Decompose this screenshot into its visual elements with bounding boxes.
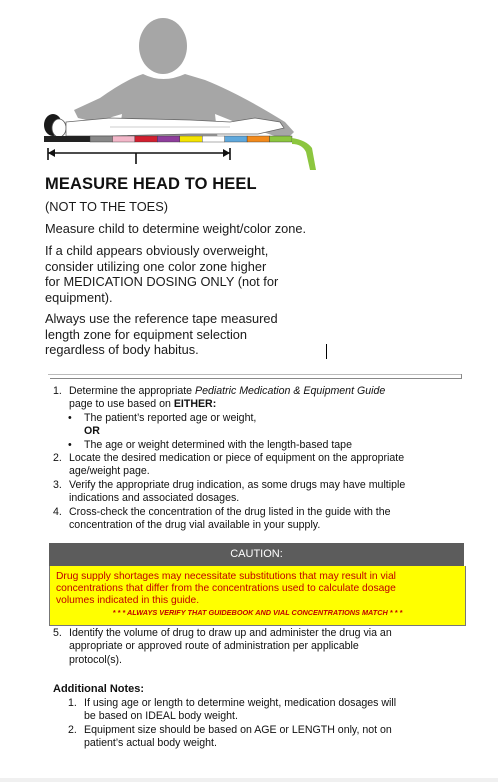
text-line: Equipment size should be based on AGE or LENGTH only, not on (84, 723, 392, 736)
text-line: patient’s actual body weight. (84, 737, 217, 750)
bullet-icon: • (68, 411, 72, 424)
tape-bent-end (292, 138, 316, 170)
step-5 (53, 627, 469, 667)
note-number: 1. (68, 697, 77, 709)
step-1 (53, 385, 473, 412)
measure-bracket (48, 148, 230, 164)
caution-box (49, 566, 466, 626)
tape-color-zone (202, 136, 224, 142)
caution-text: Drug supply shortages may necessitate substitutions that may result in vial (56, 571, 396, 582)
tape-color-zone (112, 136, 134, 142)
step-number: 1. (53, 385, 62, 397)
text-line: If using age or length to determine weight, medication dosages will (84, 697, 397, 709)
notes-list (68, 697, 448, 751)
caution-header: CAUTION: (49, 543, 464, 566)
tape-color-zone (135, 136, 157, 142)
step-4 (53, 506, 473, 533)
text-line (69, 385, 473, 398)
text-span: page to use based on (69, 398, 174, 411)
text-line: be based on IDEAL body weight. (84, 710, 238, 723)
intro-paragraph-3 (45, 311, 278, 358)
text-line: Locate the desired medication or piece of equipment on the appropriate (69, 452, 405, 465)
measurement-illustration (40, 14, 320, 176)
divider (50, 378, 462, 379)
tape-color-zone (157, 136, 179, 142)
text-line: Identify the volume of drug to draw up and administer the drug via an (69, 627, 392, 639)
text-line: Cross-check the concentration of the drug listed in the guide with the (69, 505, 391, 518)
text-line (69, 398, 473, 411)
text-line: Always use the reference tape measured (45, 311, 278, 326)
step-2 (53, 452, 473, 479)
divider-end (461, 374, 462, 379)
tape-color-zone (225, 136, 247, 142)
text-line: for MEDICATION DOSING ONLY (not for (45, 274, 279, 290)
notes-title: Additional Notes: (53, 683, 145, 695)
text-line: length zone for equipment selection (45, 326, 248, 342)
step-number: 3. (53, 478, 62, 491)
page-title: MEASURE HEAD TO HEEL (45, 175, 257, 193)
text-cursor (326, 344, 327, 359)
text-line: consider utilizing one color zone higher (45, 258, 267, 274)
text-line: concentration of the drug vial available in your supply. (69, 519, 321, 532)
tape-head-end (44, 136, 90, 142)
text-line: protocol(s). (69, 653, 122, 666)
step-number: 2. (53, 452, 62, 465)
step-number: 5. (53, 627, 62, 639)
intro-paragraph-1: Measure child to determine weight/color zone. (45, 221, 307, 236)
bullet-icon: • (68, 438, 72, 451)
tape-color-zone (180, 136, 202, 142)
text-line: appropriate or approved route of administration per applicable (69, 640, 359, 653)
step-number: 4. (53, 505, 62, 518)
text-line: age/weight page. (69, 465, 150, 478)
text-line: equipment). (45, 289, 113, 305)
text-line: If a child appears obviously overweight, (45, 243, 269, 258)
verify-warning: * * * ALWAYS VERIFY THAT GUIDEBOOK AND VIAL CONCENTRATIONS MATCH * * * (112, 607, 403, 617)
text-span: Determine the appropriate (69, 385, 196, 397)
bullet-text: The patient’s reported age or weight, (84, 411, 257, 424)
note-number: 2. (68, 723, 77, 736)
text-line: indications and associated dosages. (69, 492, 240, 505)
caution-text: concentrations that differ from the concentrations used to calculate dosage (56, 583, 396, 595)
text-line: regardless of body habitus. (45, 342, 199, 358)
text-line: Verify the appropriate drug indication, as some drugs may have multiple (69, 478, 406, 491)
length-tape (90, 136, 292, 142)
step-3 (53, 479, 473, 506)
tape-color-zone (247, 136, 269, 142)
tape-color-zone (90, 136, 112, 142)
bullet-item (53, 412, 473, 425)
bullet-text: The age or weight determined with the length-based tape (84, 438, 352, 451)
instruction-steps (53, 385, 473, 532)
note-item (68, 697, 448, 724)
bullet-item (53, 439, 473, 452)
or-label: OR (84, 425, 100, 438)
guide-name: Pediatric Medication & Equipment Guide (195, 385, 386, 397)
subtitle: (NOT TO THE TOES) (45, 199, 169, 214)
divider (48, 374, 462, 375)
tape-color-zone (270, 136, 292, 142)
caution-text: volumes indicated in this guide. (56, 595, 200, 607)
emphasis: EITHER: (173, 398, 217, 411)
note-item (68, 724, 448, 751)
intro-paragraph-2 (45, 243, 278, 305)
